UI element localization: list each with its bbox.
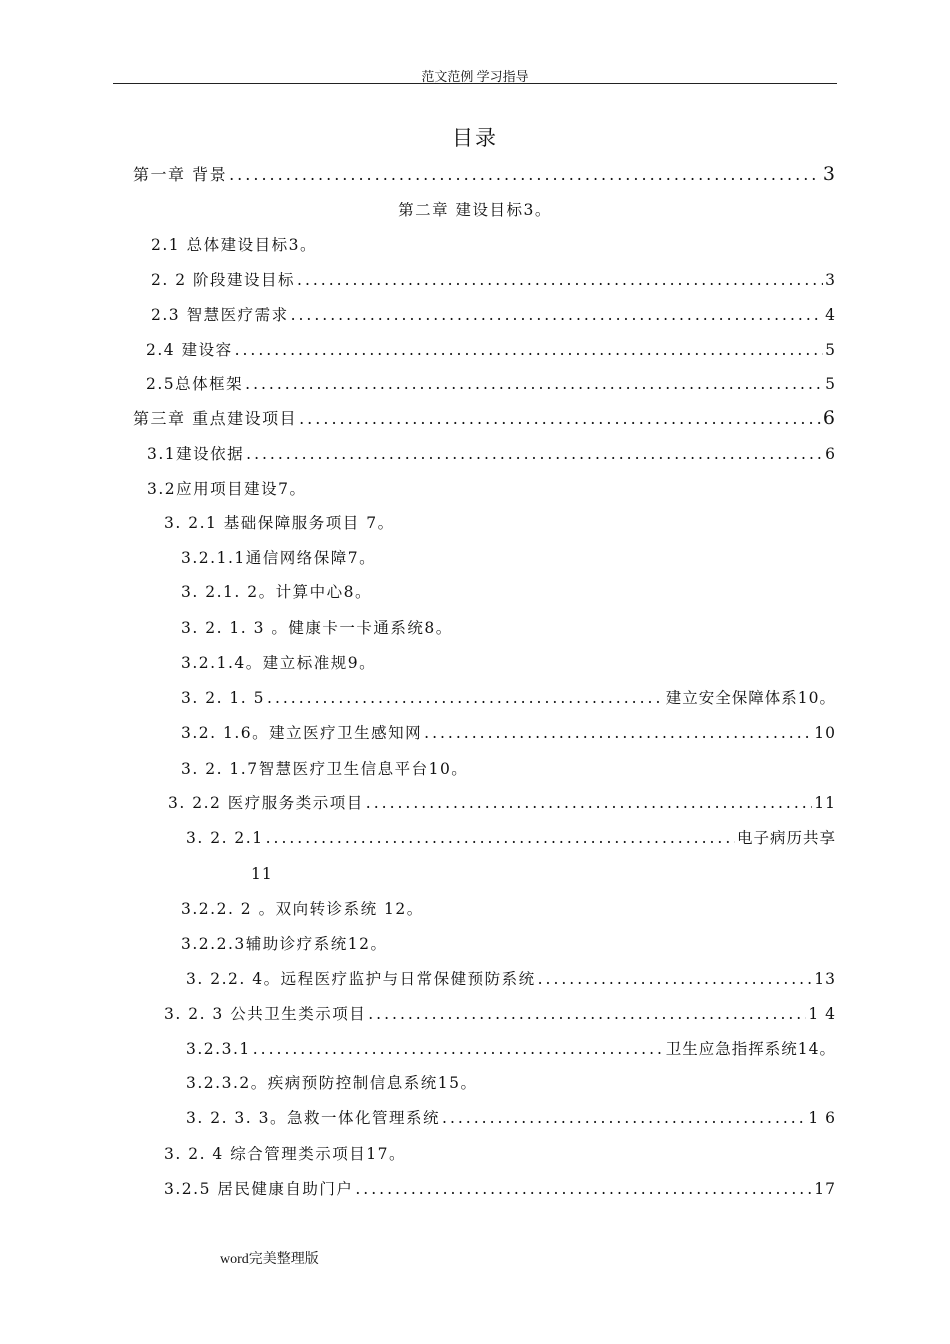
toc-entry-label: 3. 2.2. 4。远程医疗监护与日常保健预防系统 xyxy=(186,970,536,988)
page-footer: word完美整理版 xyxy=(220,1252,319,1267)
toc-entry-label: 3. 2. 1. 3 。健康卡一卡通系统8。 xyxy=(181,619,453,637)
toc-leader-dots xyxy=(267,685,664,711)
toc-entry[interactable] xyxy=(186,1036,836,1062)
toc-leader-dots xyxy=(291,302,824,328)
toc-entry-page: 1 6 xyxy=(808,1109,836,1127)
toc-entry-page: 10 xyxy=(814,724,836,742)
toc-entry[interactable] xyxy=(168,790,836,816)
toc-entry-label: 3. 2. 1.7智慧医疗卫生信息平台10。 xyxy=(181,760,469,778)
toc-entry-page: 11 xyxy=(814,794,836,812)
toc-entry-page: 6 xyxy=(822,407,836,429)
toc-entry-label: 第一章 背景 xyxy=(133,165,228,184)
toc-entry-label: 2.1 总体建设目标3。 xyxy=(151,236,317,254)
toc-entry-label: 第三章 重点建设项目 xyxy=(133,409,298,428)
toc-entry[interactable] xyxy=(186,825,836,851)
toc-entry-page: 3 xyxy=(825,271,836,289)
toc-entry-page: 1 4 xyxy=(808,1005,836,1023)
toc-entry[interactable] xyxy=(147,441,836,467)
toc-entry[interactable] xyxy=(147,476,307,502)
page-header: 范文范例 学习指导 xyxy=(421,69,529,84)
toc-entry[interactable] xyxy=(181,650,376,676)
toc-leader-dots xyxy=(442,1105,806,1131)
toc-leader-dots xyxy=(299,406,821,432)
toc-entry[interactable] xyxy=(133,161,836,187)
toc-leader-dots xyxy=(366,790,812,816)
toc-entry[interactable] xyxy=(151,232,317,258)
toc-entry-label: 3. 2.1 基础保障服务项目 7。 xyxy=(164,514,395,532)
toc-leader-dots xyxy=(297,267,823,293)
toc-entry-label: 3.2.5 居民健康自助门户 xyxy=(164,1180,354,1198)
header-rule xyxy=(113,83,837,84)
toc-entry-label: 3. 2.2 医疗服务类示项目 xyxy=(168,794,364,812)
toc-entry-page: 6 xyxy=(825,445,836,463)
toc-entry-page: 5 xyxy=(825,375,836,393)
toc-entry[interactable] xyxy=(164,1001,836,1027)
toc-entry-label: 2.4 建设容 xyxy=(146,341,233,359)
toc-entry-label: 2.5总体框架 xyxy=(146,375,244,393)
toc-entry-page: 17 xyxy=(814,1180,836,1198)
toc-leader-dots xyxy=(245,371,823,397)
toc-leader-dots xyxy=(538,966,813,992)
toc-entry[interactable] xyxy=(164,510,395,536)
toc-entry[interactable] xyxy=(186,1070,477,1096)
toc-leader-dots xyxy=(246,441,823,467)
toc-entry-label: 3.1建设依据 xyxy=(147,445,245,463)
toc-entry[interactable] xyxy=(181,579,372,605)
toc-leader-dots xyxy=(253,1036,664,1062)
toc-entry-label: 2.3 智慧医疗需求 xyxy=(151,306,289,324)
toc-title: 目录 xyxy=(452,126,498,150)
toc-leader-dots xyxy=(266,825,735,851)
toc-entry[interactable] xyxy=(146,371,836,397)
toc-entry[interactable] xyxy=(186,966,836,992)
toc-entry[interactable] xyxy=(146,337,836,363)
toc-entry[interactable] xyxy=(0,197,950,223)
toc-entry[interactable] xyxy=(181,545,376,571)
toc-entry-label: 3.2应用项目建设7。 xyxy=(147,480,307,498)
toc-entry[interactable] xyxy=(151,267,836,293)
toc-entry[interactable] xyxy=(186,1105,836,1131)
toc-entry-label: 3. 2. 3 公共卫生类示项目 xyxy=(164,1005,367,1023)
toc-entry-label: 3.2.3.2。疾病预防控制信息系统15。 xyxy=(186,1074,478,1092)
toc-entry-label: 3. 2. 4 综合管理类示项目17。 xyxy=(164,1145,406,1163)
toc-entry-label: 3. 2. 2.1 xyxy=(186,829,264,847)
toc-leader-dots xyxy=(368,1001,806,1027)
toc-entry[interactable] xyxy=(164,1141,406,1167)
toc-entry[interactable] xyxy=(181,720,836,746)
toc-entry[interactable] xyxy=(181,931,387,957)
toc-entry[interactable] xyxy=(181,685,836,711)
toc-entry[interactable] xyxy=(181,896,424,922)
toc-leader-dots xyxy=(235,337,824,363)
toc-entry[interactable] xyxy=(181,756,468,782)
toc-entry-label: 3.2.1.4。建立标准规9。 xyxy=(181,654,377,672)
toc-entry-label: 3.2.2. 2 。双向转诊系统 12。 xyxy=(181,900,424,918)
toc-leader-dots xyxy=(424,720,812,746)
toc-entry-label: 3. 2. 1. 5 xyxy=(181,689,266,707)
toc-entry-page: 5 xyxy=(825,341,836,359)
toc-entry[interactable] xyxy=(164,1176,836,1202)
toc-entry-page-wrapped: 11 xyxy=(251,865,273,883)
toc-leader-dots xyxy=(229,162,821,188)
toc-entry-label: 3.2.2.3辅助诊疗系统12。 xyxy=(181,935,388,953)
toc-entry-page: 4 xyxy=(825,306,836,324)
toc-entry-page: 电子病历共享 xyxy=(736,829,836,847)
toc-entry-page: 建立安全保障体系10。 xyxy=(665,689,836,707)
toc-entry-label: 3.2.1.1通信网络保障7。 xyxy=(181,549,377,567)
toc-entry-label: 3. 2.1. 2。计算中心8。 xyxy=(181,583,372,601)
toc-entry[interactable] xyxy=(181,615,453,641)
toc-entry-page: 3 xyxy=(822,163,836,185)
toc-entry-label: 3.2. 1.6。建立医疗卫生感知网 xyxy=(181,724,423,742)
toc-entry-label: 3. 2. 3. 3。急救一体化管理系统 xyxy=(186,1109,441,1127)
toc-entry-page: 13 xyxy=(814,970,836,988)
toc-entry[interactable] xyxy=(151,302,836,328)
toc-entry-label: 第二章 建设目标3。 xyxy=(398,201,552,219)
toc-leader-dots xyxy=(355,1176,812,1202)
toc-entry-label: 2. 2 阶段建设目标 xyxy=(151,271,296,289)
toc-entry[interactable] xyxy=(133,405,836,431)
toc-entry-page: 卫生应急指挥系统14。 xyxy=(665,1040,836,1058)
toc-entry-label: 3.2.3.1 xyxy=(186,1040,251,1058)
